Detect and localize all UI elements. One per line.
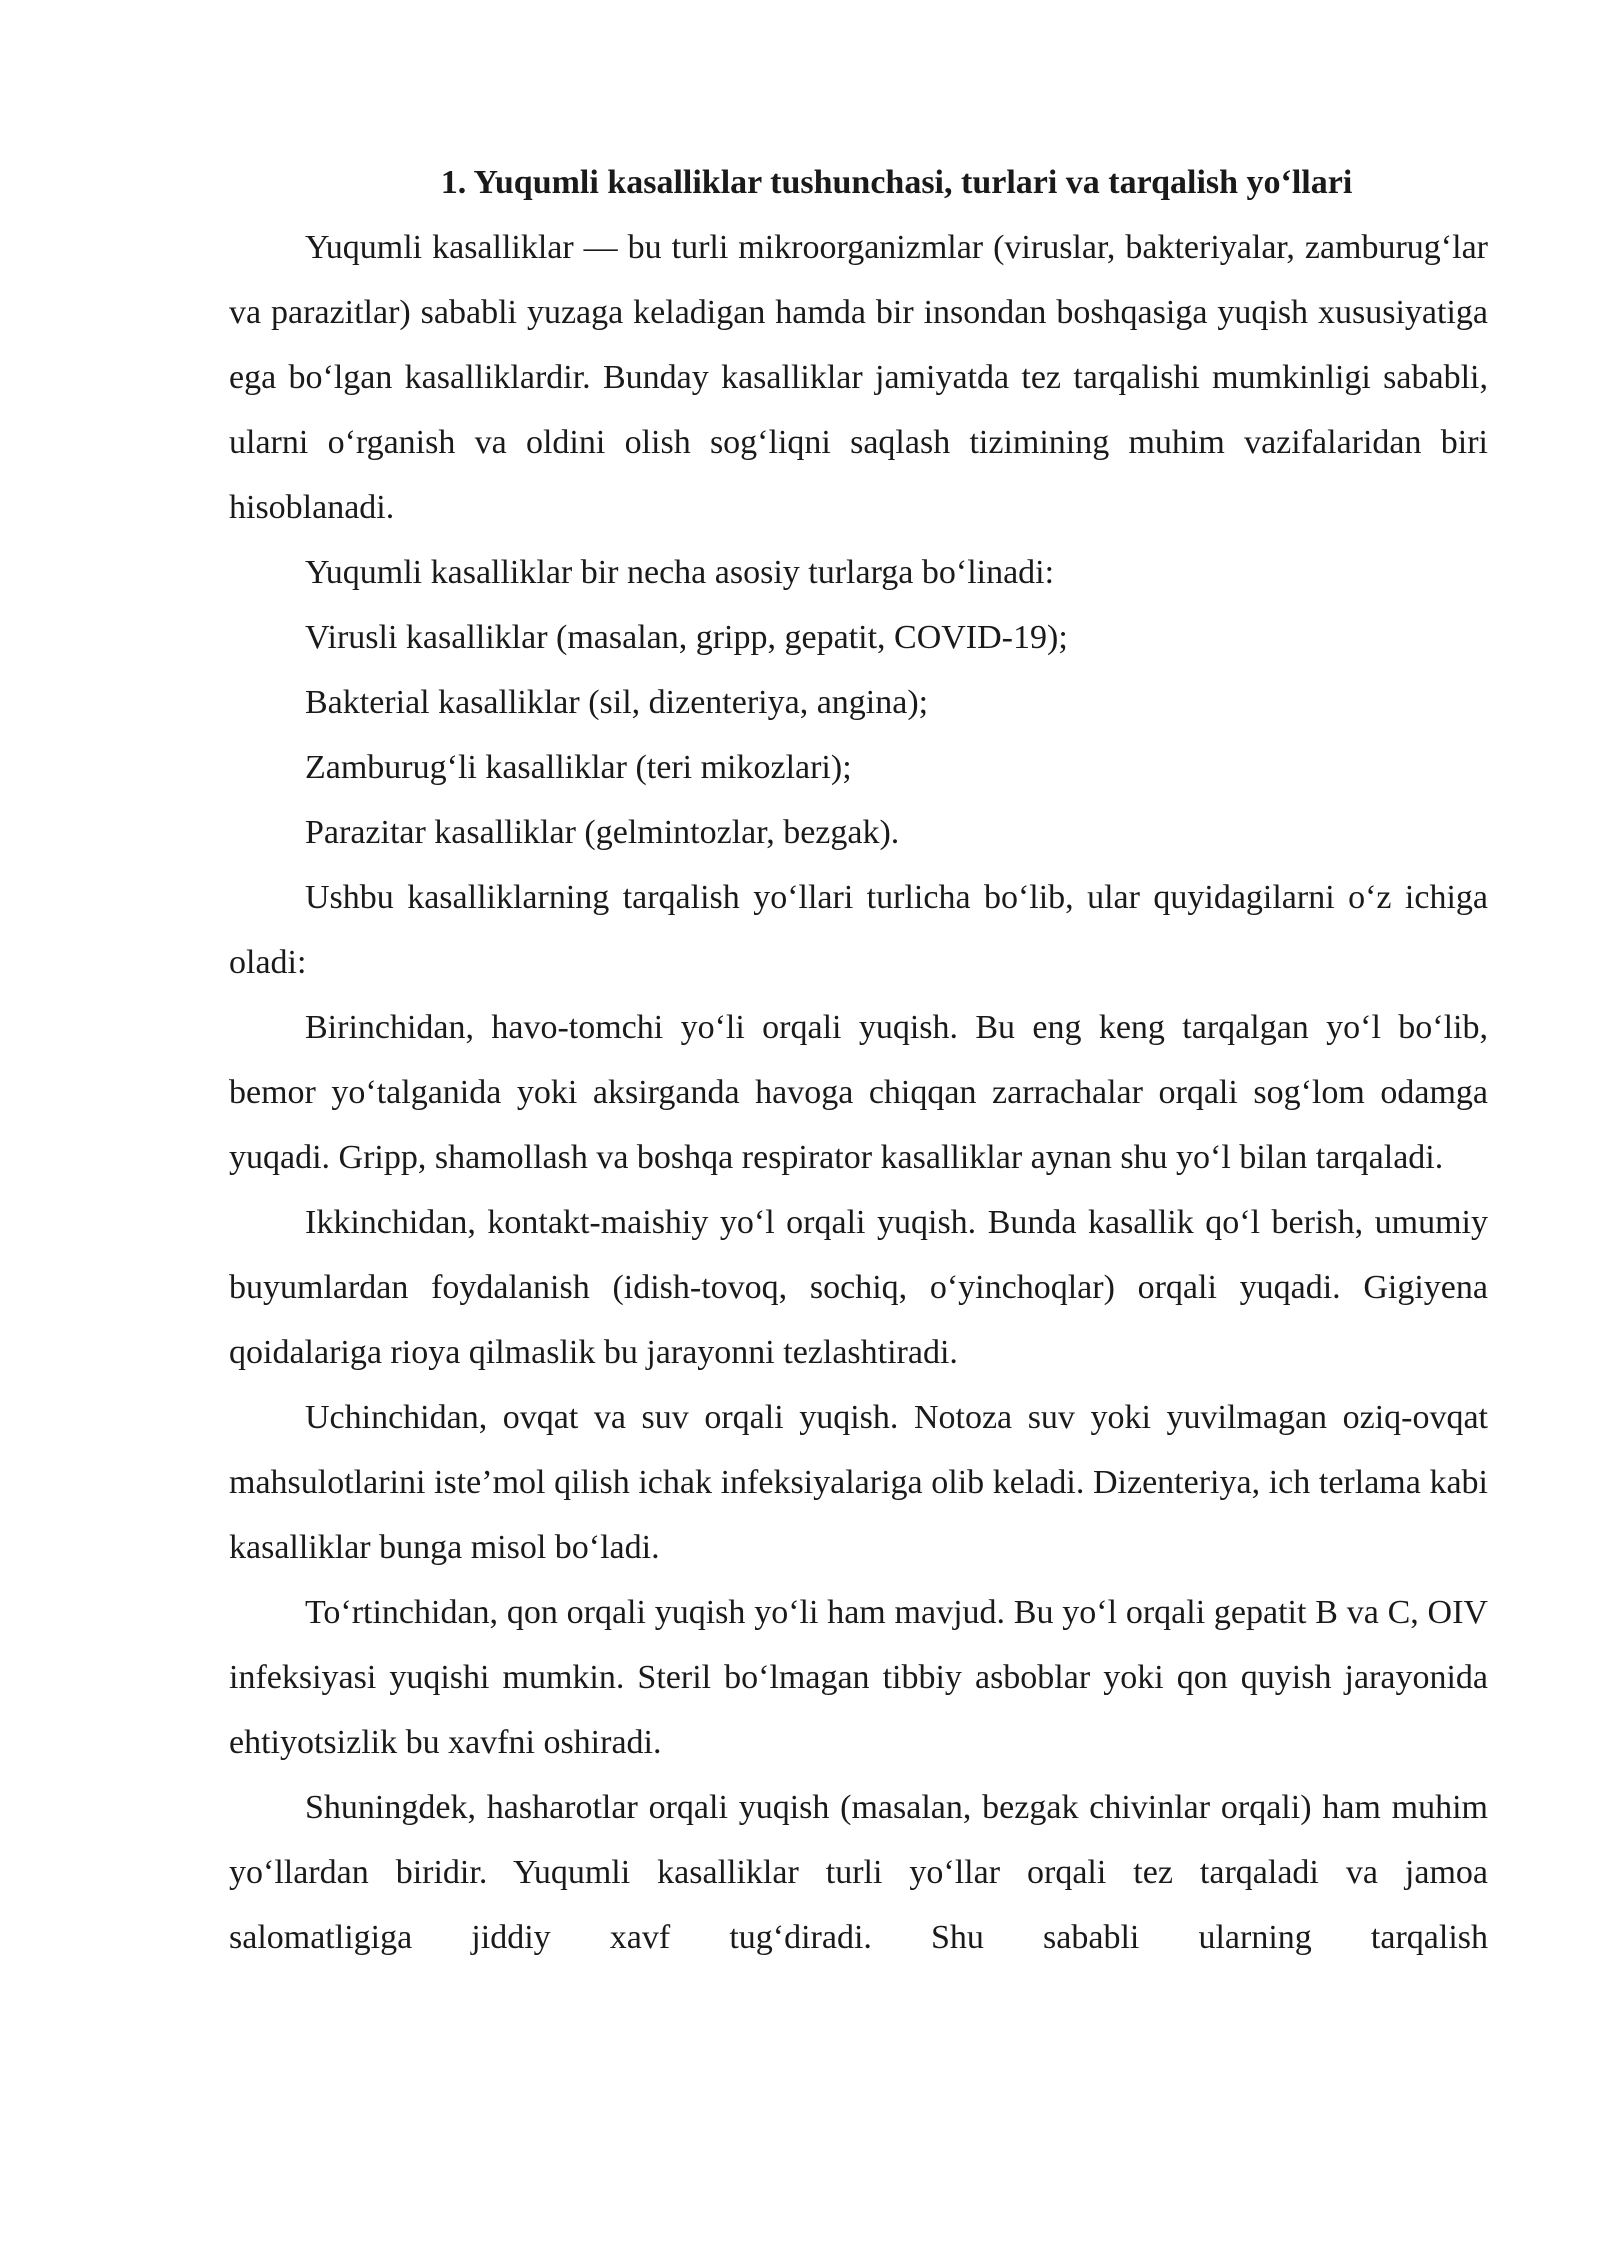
document-body (229, 150, 1488, 1970)
list-item-viral: Virusli kasalliklar (masalan, gripp, gepatit, COVID-19); (305, 619, 1068, 656)
list-item-bacterial: Bakterial kasalliklar (sil, dizenteriya, angina); (305, 684, 929, 721)
paragraph-blood: To‘rtinchidan, qon orqali yuqish yo‘li ham mavjud. Bu yo‘l orqali gepatit B va C, OIV infeksiyasi yuqishi mumkin. Steril bo‘lmagan tibbiy asboblar yoki qon quyish jarayonida ehtiyotsizlik bu xavfni oshiradi. (229, 1594, 1488, 1761)
paragraph-airborne: Birinchidan, havo-tomchi yo‘li orqali yuqish. Bu eng keng tarqalgan yo‘l bo‘lib, bemor yo‘talganida yoki aksirganda havoga chiqqan zarrachalar orqali sog‘lom odamga yuqadi. Gripp, shamollash va boshqa respirator kasalliklar aynan shu yo‘l bilan tarqaladi. (229, 1009, 1488, 1176)
paragraph-insects: Shuningdek, hasharotlar orqali yuqish (masalan, bezgak chivinlar orqali) ham muhim yo‘llardan biridir. Yuqumli kasalliklar turli yo‘llar orqali tez tarqaladi va jamoa salomatligiga jiddiy xavf tug‘diradi. Shu sababli ularning tarqalish (229, 1789, 1488, 1956)
paragraph-types-intro: Yuqumli kasalliklar bir necha asosiy turlarga bo‘linadi: (305, 554, 1055, 591)
paragraph-routes-intro: Ushbu kasalliklarning tarqalish yo‘llari turlicha bo‘lib, ular quyidagilarni o‘z ichiga oladi: (229, 879, 1488, 981)
list-item-parasitic: Parazitar kasalliklar (gelmintozlar, bezgak). (305, 814, 900, 851)
paragraph-contact: Ikkinchidan, kontakt-maishiy yo‘l orqali yuqish. Bunda kasallik qo‘l berish, umumiy buyumlardan foydalanish (idish-tovoq, sochiq, o‘yinchoqlar) orqali yuqadi. Gigiyena qoidalariga rioya qilmaslik bu jarayonni tezlashtiradi. (229, 1204, 1488, 1371)
paragraph-definition: Yuqumli kasalliklar — bu turli mikroorganizmlar (viruslar, bakteriyalar, zamburug‘lar va parazitlar) sababli yuzaga keladigan hamda bir insondan boshqasiga yuqish xususiyatiga ega bo‘lgan kasalliklardir. Bunday kasalliklar jamiyatda tez tarqalishi mumkinligi sababli, ularni o‘rganish va oldini olish sog‘liqni saqlash tizimining muhim vazifalaridan biri hisoblanadi. (229, 229, 1488, 526)
section-heading: 1. Yuqumli kasalliklar tushunchasi, turlari va tarqalish yo‘llari (440, 164, 1353, 201)
paragraph-food-water: Uchinchidan, ovqat va suv orqali yuqish. Notoza suv yoki yuvilmagan oziq-ovqat mahsulotlarini iste’mol qilish ichak infeksiyalariga olib keladi. Dizenteriya, ich terlama kabi kasalliklar bunga misol bo‘ladi. (229, 1399, 1488, 1566)
list-item-fungal: Zamburug‘li kasalliklar (teri mikozlari); (305, 749, 852, 786)
